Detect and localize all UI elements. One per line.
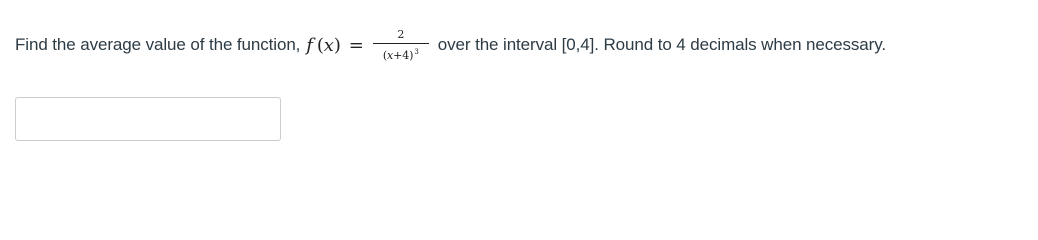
denominator-exponent: 3 [414,47,419,56]
question-text [15,27,886,63]
question-prefix: Find the average value of the function, [15,35,301,54]
denominator-variable: x [387,48,394,62]
fraction-numerator: 2 [397,27,405,41]
function-variable: x [323,34,334,56]
function-close-paren: ) [333,34,341,56]
denominator-rest: +4) [393,48,414,62]
function-expression [306,35,341,56]
fraction [373,29,429,62]
fraction-denominator [383,46,419,62]
function-name: f [306,34,313,56]
fraction-bar [373,43,429,44]
answer-input[interactable] [15,97,281,141]
equals-sign: = [348,34,364,56]
denominator-open-paren: ( [382,48,388,62]
function-open-paren: ( [316,34,324,56]
question-suffix: over the interval [0,4]. Round to 4 decimals when necessary. [437,35,886,54]
